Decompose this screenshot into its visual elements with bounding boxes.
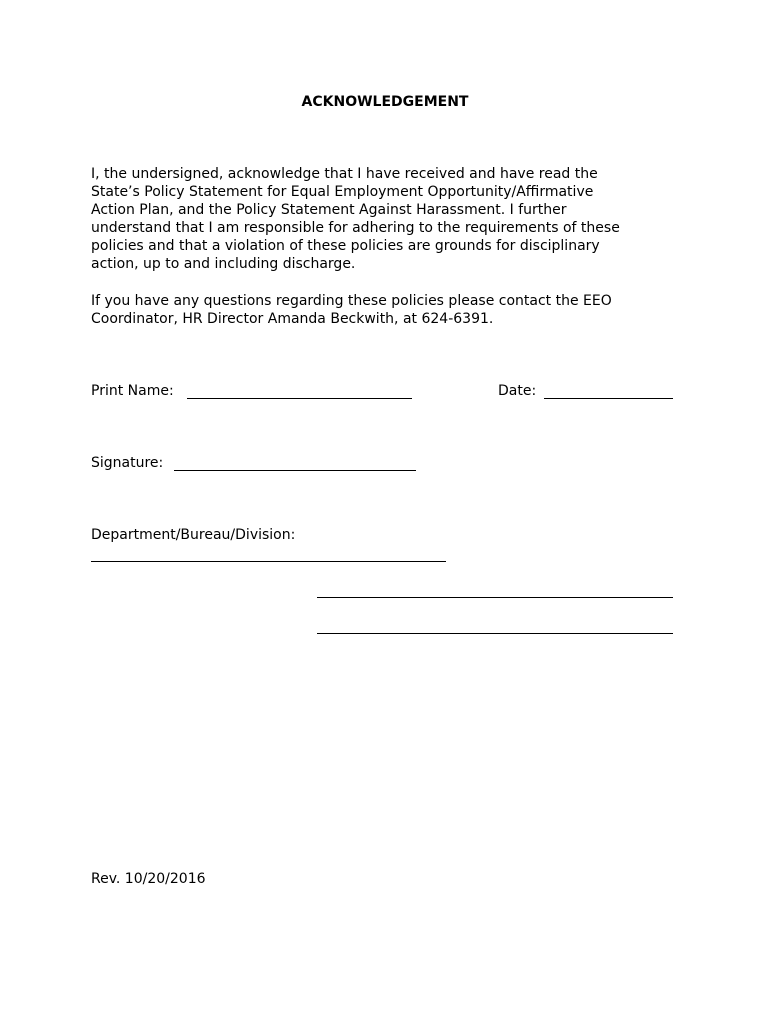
department-line-3[interactable] — [317, 633, 673, 634]
date-line[interactable] — [544, 398, 673, 399]
department-label: Department/Bureau/Division: — [91, 527, 296, 543]
contact-paragraph: If you have any questions regarding these policies please contact the EEO Coordinator, HR Director Amanda Beckwith, at 624-6391. — [91, 293, 612, 327]
date-label: Date: — [498, 383, 537, 399]
signature-line[interactable] — [174, 470, 416, 471]
print-name-label: Print Name: — [91, 383, 174, 399]
revision-date: Rev. 10/20/2016 — [91, 871, 206, 887]
department-line-1[interactable] — [91, 561, 446, 562]
print-name-line[interactable] — [187, 398, 412, 399]
signature-label: Signature: — [91, 455, 164, 471]
document-title: ACKNOWLEDGEMENT — [301, 94, 469, 110]
acknowledgement-paragraph: I, the undersigned, acknowledge that I have received and have read the State’s Policy Statement for Equal Employment Opportunity/Affirmative Action Plan, and the Policy Statement Against Harassment. I further understand that I am responsible for adhering to the requirements of these policies and that a violation of these policies are grounds for disciplinary action, up to and including discharge. — [91, 166, 620, 272]
department-line-2[interactable] — [317, 597, 673, 598]
